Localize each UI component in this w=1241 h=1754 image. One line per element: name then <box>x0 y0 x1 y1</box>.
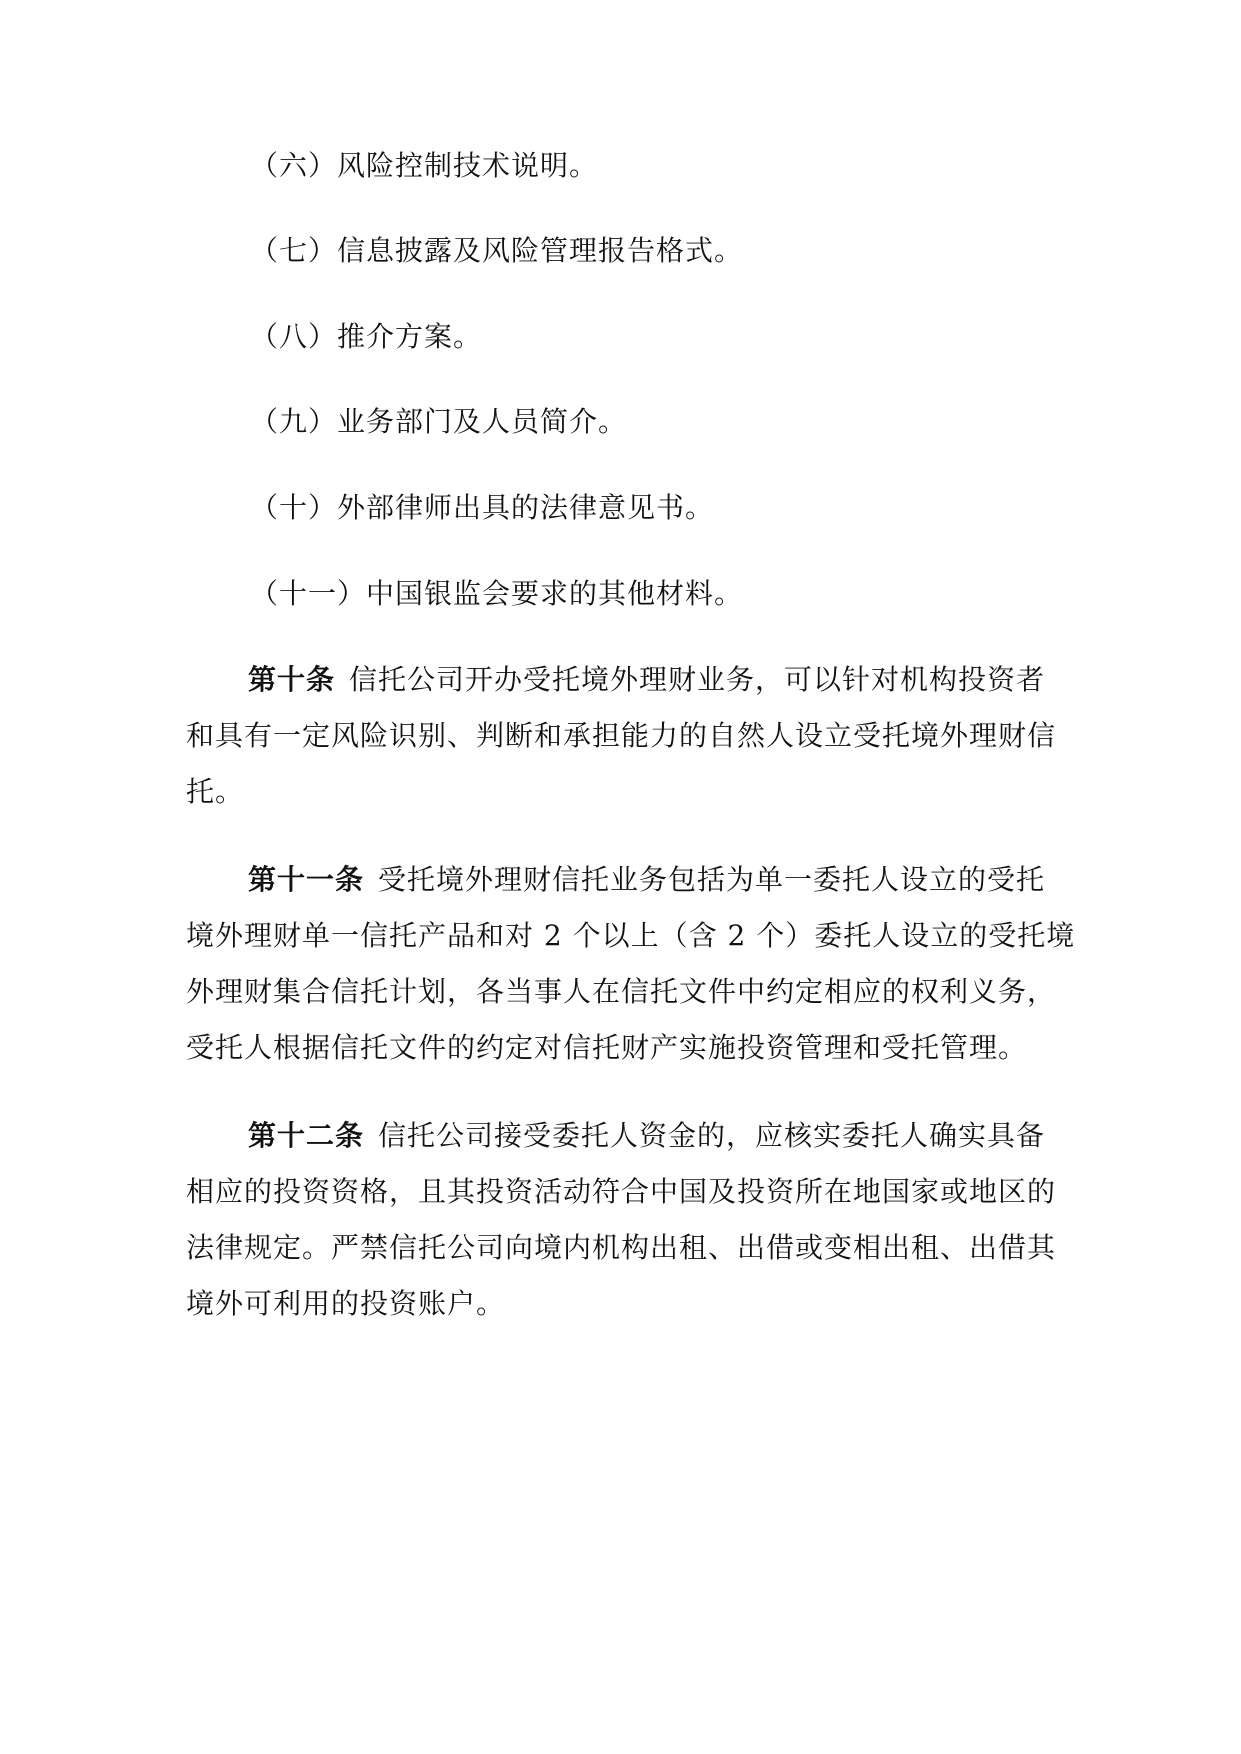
article-12-line-4: 境外可利用的投资账户。 <box>186 1287 506 1320</box>
article-10-line-3: 托。 <box>186 775 245 808</box>
list-item-6: （六）风险控制技术说明。 <box>250 149 599 182</box>
article-text: 受托境外理财信托业务包括为单一委托人设立的受托 <box>378 863 1046 896</box>
list-item-7: （七）信息披露及风险管理报告格式。 <box>250 234 744 267</box>
article-text: 信托公司接受委托人资金的，应核实委托人确实具备 <box>378 1119 1046 1152</box>
article-12-line-1 <box>248 1116 1045 1156</box>
article-11-line-1 <box>248 860 1045 900</box>
article-12-line-2: 相应的投资资格，且其投资活动符合中国及投资所在地国家或地区的 <box>186 1175 1057 1208</box>
list-item-8: （八）推介方案。 <box>250 320 483 353</box>
article-10-line-1 <box>248 660 1045 700</box>
article-11-line-4: 受托人根据信托文件的约定对信托财产实施投资管理和受托管理。 <box>186 1031 1028 1064</box>
list-item-10: （十）外部律师出具的法律意见书。 <box>250 491 715 524</box>
article-11-line-2: 境外理财单一信托产品和对 2 个以上（含 2 个）委托人设立的受托境 <box>186 919 1076 952</box>
list-item-11: （十一）中国银监会要求的其他材料。 <box>250 577 744 610</box>
article-10-line-2: 和具有一定风险识别、判断和承担能力的自然人设立受托境外理财信 <box>186 719 1057 752</box>
article-number: 第十一条 <box>248 863 365 896</box>
list-item-9: （九）业务部门及人员简介。 <box>250 405 628 438</box>
article-12-line-3: 法律规定。严禁信托公司向境内机构出租、出借或变相出租、出借其 <box>186 1231 1057 1264</box>
article-text: 信托公司开办受托境外理财业务，可以针对机构投资者 <box>349 663 1046 696</box>
article-number: 第十二条 <box>248 1119 365 1152</box>
article-11-line-3: 外理财集合信托计划，各当事人在信托文件中约定相应的权利义务， <box>186 975 1057 1008</box>
article-number: 第十条 <box>248 663 336 696</box>
